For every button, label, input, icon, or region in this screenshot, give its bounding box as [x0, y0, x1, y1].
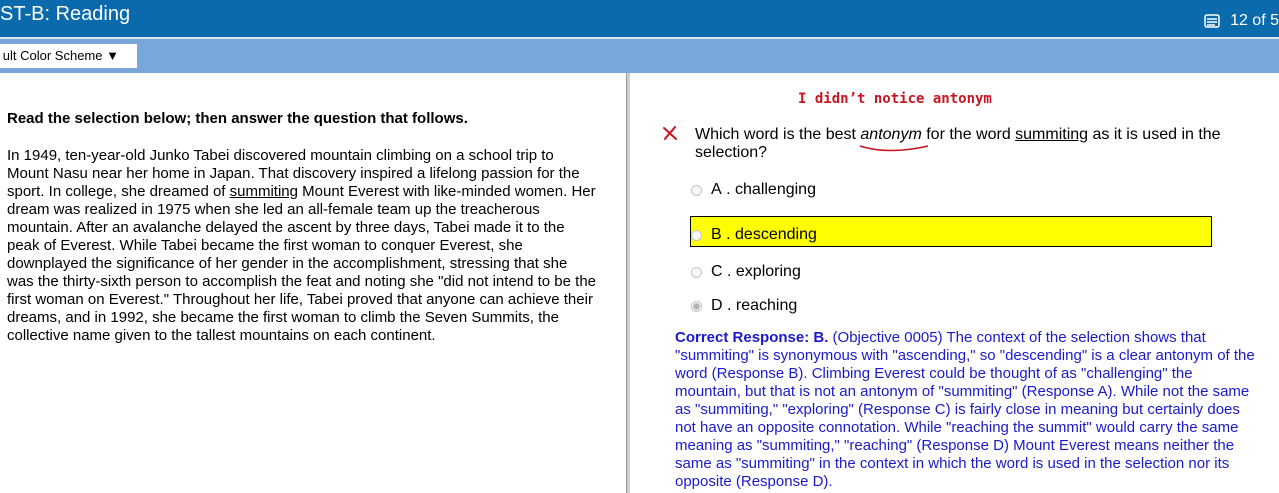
option-text: reaching	[735, 297, 798, 314]
question-stem: Which word is the best antonym for the word summiting as it is used in the selection?	[695, 126, 1221, 161]
app-title: ST-B: Reading	[0, 3, 131, 25]
radio-button[interactable]	[691, 267, 702, 278]
page-counter-label: 12 of 5	[1230, 12, 1279, 29]
option-letter: B	[711, 226, 722, 243]
option-letter: C	[711, 263, 723, 280]
option-text: descending	[735, 226, 817, 243]
option-letter: D	[711, 297, 723, 314]
passage-underlined-word: summiting	[229, 183, 298, 200]
color-scheme-dropdown[interactable]	[0, 44, 137, 68]
correct-response-explanation	[675, 329, 1255, 491]
x-mark-icon	[662, 125, 678, 141]
question-pane	[630, 73, 1279, 493]
page-counter	[1202, 12, 1279, 30]
question-italic-word: antonym	[860, 126, 922, 143]
answer-option-d[interactable]: D . reaching	[691, 297, 797, 315]
toolbar	[0, 39, 1279, 73]
answer-option-c[interactable]: C . exploring	[691, 263, 801, 281]
passage-text: In 1949, ten-year-old Junko Tabei discovered mountain climbing on a school trip to Mount Nasu near her home in Japan. That discovery inspired a lifelong passion for the sport. In college, she dreamed of summiting Mount Everest with like-minded women. Her dream was realized in 1975 when she led an all-female team up the treacherous mountain. After an avalanche delayed the ascent by three days, Tabei made it to the peak of Everest. While Tabei became the first woman to conquer Everest, she downplayed the significance of her gender in the accomplishment, stressing that she was the thirty-sixth person to accomplish the feat and noting she "did not intend to be the first woman on Everest." Throughout her life, Tabei proved that anyone can achieve their dreams, and in 1992, she became the first woman to climb the Seven Summits, the collective name given to the tallest mountains on each continent.	[7, 147, 597, 344]
notes-icon[interactable]	[1202, 14, 1222, 28]
question-underlined-word: summiting	[1015, 126, 1089, 143]
color-scheme-label: ult Color Scheme ▼	[2, 48, 119, 63]
radio-button[interactable]	[691, 230, 702, 241]
option-text: challenging	[735, 181, 816, 198]
chevron-down-icon: ▼	[106, 48, 119, 63]
explanation-text: (Objective 0005) The context of the selection shows that "summiting" is synonymous with "ascending," so "descending" is a clear antonym of the word (Response B). Climbing Everest could be thought of as "challenging" the mountain, but that is not an antonym of "summiting" (Response A). While not the same as "summiting," "exploring" (Response C) is fairly close in meaning but certainly does not have an opposite connotation. While "reaching the summit" would carry the same meaning as "summiting," "reaching" (Response D) Mount Everest means neither the same as "summiting" in the context in which the word is used in the selection nor its opposite (Response D).	[675, 329, 1255, 490]
answer-option-b[interactable]: B . descending	[691, 226, 817, 244]
option-letter: A	[711, 181, 722, 198]
passage-pane	[0, 73, 626, 493]
radio-button-selected[interactable]	[691, 301, 702, 312]
annotation-note: I didn’t notice antonym	[798, 91, 992, 107]
answer-option-a[interactable]: A . challenging	[691, 181, 816, 199]
radio-button[interactable]	[691, 185, 702, 196]
passage-instructions: Read the selection below; then answer the question that follows.	[7, 110, 468, 127]
top-bar	[0, 0, 1279, 37]
correct-response-label: Correct Response: B.	[675, 329, 829, 346]
underline-annotation	[858, 143, 930, 153]
option-text: exploring	[735, 263, 801, 280]
